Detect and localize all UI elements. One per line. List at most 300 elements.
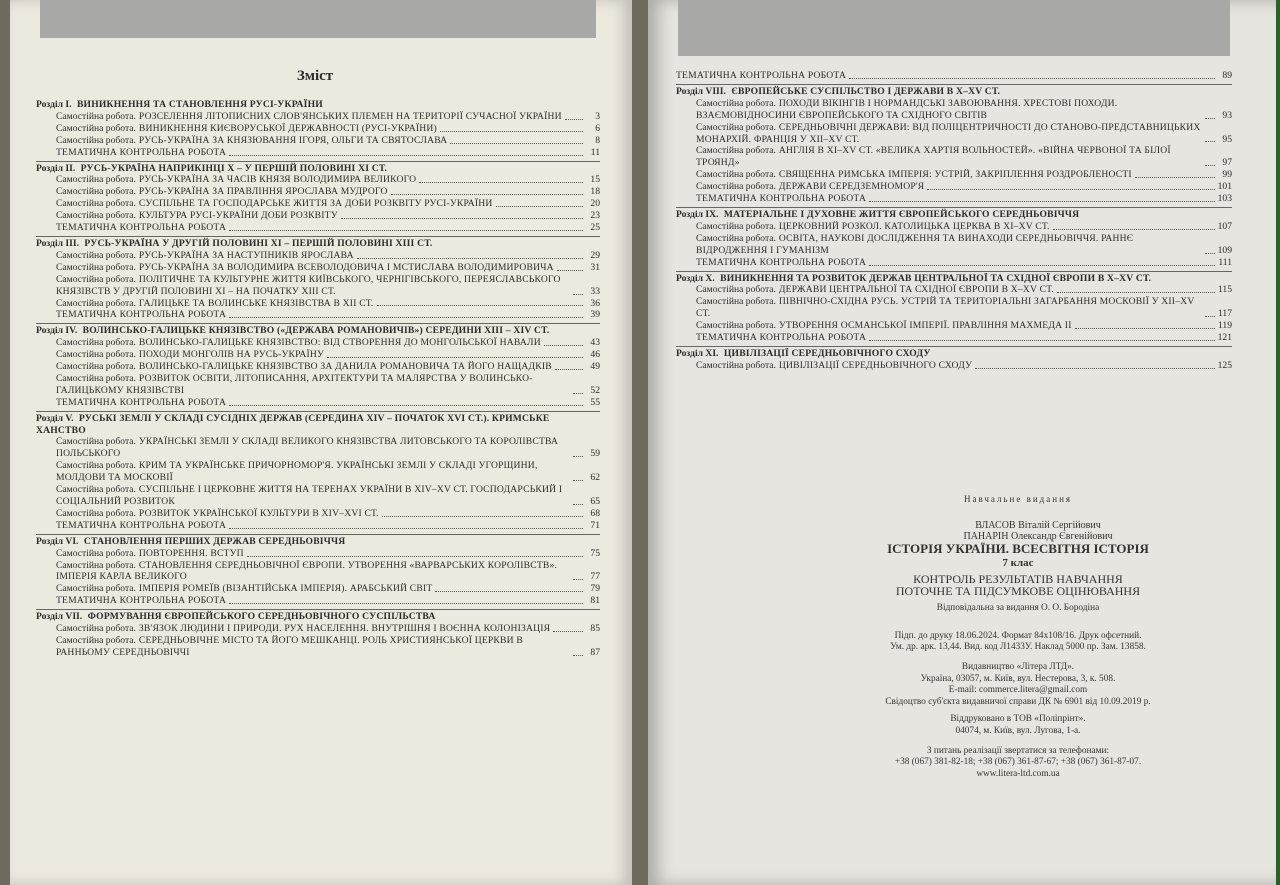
toc-entry-body: [56, 595, 226, 607]
page-number: 39: [590, 309, 600, 321]
leader-dots: [1205, 165, 1215, 166]
toc-entry-text: РУСЬ-УКРАЇНА ЗА ВОЛОДИМИРА ВСЕВОЛОДОВИЧА І МСТИСЛАВА ВОЛОДИМИРОВИЧА: [138, 261, 554, 273]
leader-dots: [377, 305, 584, 306]
toc-entry-body: [696, 221, 1050, 233]
section-title: ВОЛИНСЬКО-ГАЛИЦЬКЕ КНЯЗІВСТВО («ДЕРЖАВА РОМАНОВИЧІВ») СЕРЕДИНИ XIII – XIV СТ.: [82, 325, 550, 337]
toc-entry-body: [56, 508, 379, 520]
entry-label: Самостійна робота.: [696, 121, 776, 133]
section-heading-text: [676, 209, 1079, 221]
section-label: Розділ II.: [36, 162, 76, 174]
leader-dots: [1205, 118, 1215, 119]
entry-label: Самостійна робота.: [56, 507, 136, 519]
toc-entry-text: ПОХОДИ МОНГОЛІВ НА РУСЬ-УКРАЇНУ: [138, 349, 325, 361]
leader-dots: [1057, 292, 1215, 293]
toc-entry-body: [56, 397, 226, 409]
entry-label: Самостійна робота.: [56, 297, 136, 309]
toc-entry: [36, 174, 600, 186]
leader-dots: [573, 655, 583, 656]
entry-label: Самостійна робота.: [56, 337, 136, 349]
leader-dots: [573, 504, 583, 505]
section-heading: [676, 86, 1232, 98]
toc-entry-body: [696, 284, 1054, 296]
leader-dots: [849, 78, 1215, 79]
section-label: Розділ X.: [676, 272, 715, 284]
entry-label: Самостійна робота.: [696, 181, 776, 193]
leader-dots: [573, 480, 583, 481]
page-number: 33: [590, 285, 600, 297]
toc-entry: [36, 222, 600, 234]
page-number: 109: [1217, 244, 1232, 256]
leader-dots: [565, 119, 583, 120]
toc-entry-text: УТВОРЕННЯ ОСМАНСЬКОЇ ІМПЕРІЇ. ПРАВЛІННЯ МАХМЕДА II: [778, 320, 1072, 332]
toc-entry-text: ТЕМАТИЧНА КОНТРОЛЬНА РОБОТА: [56, 519, 227, 531]
toc-entry: [36, 436, 600, 460]
entry-label: Самостійна робота.: [56, 349, 136, 361]
toc-section: [36, 411, 600, 532]
toc-entry-text: КУЛЬТУРА РУСІ-УКРАЇНИ ДОБИ РОЗКВІТУ: [138, 210, 338, 222]
toc-entry-body: [56, 583, 432, 595]
toc-entry: [36, 349, 600, 361]
toc-section: [676, 346, 1232, 372]
toc-entry-body: [56, 274, 570, 298]
toc-entry: [676, 360, 1232, 372]
leader-dots: [573, 294, 583, 295]
toc-entry-text: ОСВІТА, НАУКОВІ ДОСЛІДЖЕННЯ ТА ВИНАХОДИ СЕРЕДНЬОВІЧЧЯ. РАННЄ ВІДРОДЖЕННЯ І ГУМАНІЗМ: [696, 232, 1134, 256]
toc-entry-body: [56, 373, 570, 397]
subtitle-2: ПОТОЧНЕ ТА ПІДСУМКОВЕ ОЦІНЮВАННЯ: [895, 583, 1141, 598]
toc-entry: [36, 309, 600, 321]
section-label: Розділ XI.: [676, 347, 719, 359]
toc-entry: [36, 274, 600, 298]
leader-dots: [440, 131, 583, 132]
toc-entry-text: РОЗВИТОК УКРАЇНСЬКОЇ КУЛЬТУРИ В XIV–XVI СТ.: [138, 507, 379, 519]
toc-entry-text: ТЕМАТИЧНА КОНТРОЛЬНА РОБОТА: [676, 70, 847, 81]
section-heading-text: [36, 163, 387, 175]
author-2: ПАНАРІН Олександр Євгенійович: [963, 531, 1113, 543]
toc-entry: [676, 257, 1232, 269]
toc-entry-text: КРИМ ТА УКРАЇНСЬКЕ ПРИЧОРНОМОР'Я. УКРАЇНСЬКІ ЗЕМЛІ У СКЛАДІ УГОРЩИНИ, МОЛДОВИ ТА МОСКОВІЇ: [56, 460, 538, 484]
toc-entry: [676, 181, 1232, 193]
toc-entry: [676, 122, 1232, 146]
edition-type: Навчальне видання: [963, 494, 1073, 504]
entry-label: Самостійна робота.: [56, 273, 136, 285]
entry-label: Самостійна робота.: [696, 169, 776, 181]
toc-entry-body: [56, 460, 570, 484]
entry-label: Самостійна робота.: [696, 284, 776, 296]
leader-dots: [975, 368, 1215, 369]
toc-section: [36, 161, 600, 234]
toc-entry-body: [56, 560, 570, 584]
section-heading: [36, 413, 600, 437]
toc-entry-body: [56, 174, 416, 186]
page-number: 101: [1217, 181, 1232, 193]
entry-label: Самостійна робота.: [56, 583, 136, 595]
toc-entry-body: [696, 360, 972, 372]
toc-entry: [676, 145, 1232, 169]
toc-entry: [36, 623, 600, 635]
toc-entry-body: [56, 123, 437, 135]
section-title: ФОРМУВАННЯ ЄВРОПЕЙСЬКОГО СЕРЕДНЬОВІЧНОГО СУСПІЛЬСТВА: [87, 611, 436, 623]
print-info-2: Ум. др. арк. 13,44. Вид. код Л1433У. Наклад 5000 пр. Зам. 13858.: [890, 642, 1146, 653]
toc-entry-text: ТЕМАТИЧНА КОНТРОЛЬНА РОБОТА: [696, 256, 867, 268]
toc-entry-text: ПІВНІЧНО-СХІДНА РУСЬ. УСТРІЙ ТА ТЕРИТОРІАЛЬНІ ЗАГАРБАННЯ МОСКОВІЇ У XII–XV СТ.: [696, 296, 1195, 320]
toc-entry: [676, 332, 1232, 344]
toc-entry: [676, 169, 1232, 181]
toc-entry-body: [56, 337, 541, 349]
toc-entry: [36, 520, 600, 532]
toc-entry-text: УКРАЇНСЬКІ ЗЕМЛІ У СКЛАДІ ВЕЛИКОГО КНЯЗІВСТВА ЛИТОВСЬКОГО ТА КОРОЛІВСТВА ПОЛЬСЬКОГО: [56, 436, 559, 460]
toc-entry: [36, 508, 600, 520]
toc-entry-text: ВОЛИНСЬКО-ГАЛИЦЬКЕ КНЯЗІВСТВО ЗА ДАНИЛА РОМАНОВИЧА ТА ЙОГО НАЩАДКІВ: [138, 361, 552, 373]
toc-entry-body: [696, 320, 1072, 332]
page-number: 103: [1217, 193, 1232, 205]
entry-label: Самостійна робота.: [696, 296, 776, 308]
section-heading-text: [36, 99, 323, 111]
leader-dots: [573, 579, 583, 580]
toc-entry-text: РОЗСЕЛЕННЯ ЛІТОПИСНИХ СЛОВ'ЯНСЬКИХ ПЛЕМЕН НА ТЕРИТОРІЇ СУЧАСНОЇ УКРАЇНИ: [138, 110, 562, 122]
publisher-address: Україна, 03057, м. Київ, вул. Нестерова, 3, к. 508.: [920, 673, 1116, 684]
leader-dots: [327, 357, 583, 358]
toc-entry: [36, 198, 600, 210]
leader-dots: [869, 201, 1214, 202]
leader-dots: [496, 206, 583, 207]
page-number: 75: [590, 547, 600, 559]
toc-entry: [36, 250, 600, 262]
author-1: ВЛАСОВ Віталій Сергійович: [975, 519, 1101, 531]
printer-address: 04074, м. Київ, вул. Лугова, 1-а.: [955, 725, 1081, 736]
toc-entry-text: ГАЛИЦЬКЕ ТА ВОЛИНСЬКЕ КНЯЗІВСТВА В XII СТ.: [138, 297, 374, 309]
toc-entry: [36, 337, 600, 349]
section-title: ВИНИКНЕННЯ ТА СТАНОВЛЕННЯ РУСІ-УКРАЇНИ: [76, 99, 323, 110]
toc-entry-body: [696, 257, 866, 269]
page-number: 49: [590, 361, 600, 373]
toc-entry-text: ЦИВІЛІЗАЦІЇ СЕРЕДНЬОВІЧНОГО СХОДУ: [778, 359, 973, 371]
toc-entry-body: [56, 250, 354, 262]
leader-dots: [1205, 316, 1215, 317]
section-title: РУСЬ-УКРАЇНА НАПРИКІНЦІ X – У ПЕРШІЙ ПОЛОВИНІ XI СТ.: [80, 162, 388, 174]
toc-entry-body: [56, 298, 374, 310]
toc-entry: [676, 70, 1232, 82]
toc-entry-body: [696, 181, 924, 193]
toc-entry-text: ТЕМАТИЧНА КОНТРОЛЬНА РОБОТА: [56, 222, 227, 234]
toc-entry: [36, 635, 600, 659]
toc-entry-text: ІМПЕРІЯ РОМЕЇВ (ВІЗАНТІЙСЬКА ІМПЕРІЯ). АРАБСЬКИЙ СВІТ: [138, 583, 433, 595]
toc-entry-text: СТАНОВЛЕННЯ СЕРЕДНЬОВІЧНОЇ ЄВРОПИ. УТВОРЕННЯ «ВАРВАРСЬКИХ КОРОЛІВСТВ». ІМПЕРІЯ КАРЛА ВЕЛИКОГО: [56, 559, 558, 583]
toc-entry-text: СЕРЕДНЬОВІЧНЕ МІСТО ТА ЙОГО МЕШКАНЦІ. РОЛЬ ХРИСТИЯНСЬКОЇ ЦЕРКВИ В РАННЬОМУ СЕРЕДНЬОВІЧЧІ: [56, 634, 523, 658]
page-number: 89: [1222, 70, 1232, 81]
leader-dots: [553, 631, 583, 632]
leader-dots: [341, 218, 583, 219]
toc-entry: [36, 460, 600, 484]
section-heading: [676, 209, 1232, 221]
header-bar: [40, 0, 596, 38]
toc-entry-body: [56, 484, 570, 508]
leader-dots: [435, 591, 583, 592]
section-label: Розділ VII.: [36, 611, 83, 623]
entry-label: Самостійна робота.: [56, 361, 136, 373]
toc-entry-text: ВИНИКНЕННЯ КИЄВОРУСЬКОЇ ДЕРЖАВНОСТІ (РУСІ-УКРАЇНИ): [138, 122, 437, 134]
page-number: 87: [590, 646, 600, 658]
toc-entry-text: СУСПІЛЬНЕ ТА ГОСПОДАРСЬКЕ ЖИТТЯ ЗА ДОБИ РОЗКВІТУ РУСІ-УКРАЇНИ: [138, 198, 493, 210]
leader-dots: [229, 230, 583, 231]
section-heading-text: [36, 325, 549, 337]
section-heading: [36, 163, 600, 175]
toc-section: [36, 98, 600, 159]
entry-label: Самостійна робота.: [56, 623, 136, 635]
toc-entry-body: [696, 193, 866, 205]
toc-entry-body: [56, 548, 244, 560]
section-label: Розділ VI.: [36, 535, 79, 547]
page-number: 62: [590, 472, 600, 484]
entry-label: Самостійна робота.: [56, 634, 136, 646]
entry-label: Самостійна робота.: [56, 372, 136, 384]
toc-entry-text: ЦЕРКОВНИЙ РОЗКОЛ. КАТОЛИЦЬКА ЦЕРКВА В XI–XV СТ.: [778, 220, 1050, 232]
toc-entry-body: [56, 349, 324, 361]
entry-label: Самостійна робота.: [56, 460, 136, 472]
leader-dots: [1205, 141, 1215, 142]
publisher: Видавництво «Літера ЛТД».: [961, 661, 1075, 672]
entry-label: Самостійна робота.: [56, 122, 136, 134]
leader-dots: [229, 603, 583, 604]
toc-entry-body: [56, 198, 493, 210]
page-number: 125: [1217, 359, 1232, 371]
leader-dots: [419, 182, 583, 183]
page-number: 121: [1217, 332, 1232, 344]
table-of-contents-right: [676, 70, 1232, 372]
toc-entry-text: СУСПІЛЬНЕ І ЦЕРКОВНЕ ЖИТТЯ НА ТЕРЕНАХ УКРАЇНИ В XIV–XV СТ. ГОСПОДАРСЬКИЙ І СОЦІАЛЬНИЙ РОЗВИТОК: [56, 484, 563, 507]
toc-entry-text: ДЕРЖАВИ ЦЕНТРАЛЬНОЇ ТА СХІДНОЇ ЄВРОПИ В X–XV СТ.: [778, 284, 1054, 296]
entry-label: Самостійна робота.: [56, 210, 136, 222]
responsible-editor: Відповідальна за видання О. О. Бородіна: [936, 603, 1100, 614]
page-number: 59: [590, 448, 600, 460]
entry-label: Самостійна робота.: [56, 249, 136, 261]
section-heading-text: [676, 86, 1000, 98]
toc-entry-text: ТЕМАТИЧНА КОНТРОЛЬНА РОБОТА: [696, 332, 867, 344]
toc-entry-body: [696, 296, 1202, 320]
section-title: МАТЕРІАЛЬНЕ І ДУХОВНЕ ЖИТТЯ ЄВРОПЕЙСЬКОГО СЕРЕДНЬОВІЧЧЯ: [723, 208, 1080, 220]
toc-section: [676, 207, 1232, 269]
page-number: 77: [590, 571, 600, 583]
page-number: 36: [590, 297, 600, 309]
section-heading-text: [676, 273, 1151, 285]
subtitle-1: КОНТРОЛЬ РЕЗУЛЬТАТІВ НАВЧАННЯ: [913, 571, 1123, 586]
toc-entry: [36, 548, 600, 560]
page-number: 11: [590, 146, 600, 158]
leader-dots: [357, 258, 583, 259]
section-heading: [36, 238, 600, 250]
page-number: 117: [1217, 308, 1232, 320]
toc-entry-text: ТЕМАТИЧНА КОНТРОЛЬНА РОБОТА: [696, 193, 867, 205]
publisher-certificate: Свідоцтво суб'єкта видавничої справи ДК № 6901 від 10.09.2019 р.: [885, 696, 1151, 707]
toc-entry-body: [696, 98, 1202, 122]
toc-entry-text: ТЕМАТИЧНА КОНТРОЛЬНА РОБОТА: [56, 396, 227, 408]
toc-entry-text: ПОЛІТИЧНЕ ТА КУЛЬТУРНЕ ЖИТТЯ КИЇВСЬКОГО, ЧЕРНІГІВСЬКОГО, ПЕРЕЯСЛАВСЬКОГО КНЯЗІВСТВ У ДРУГІЙ ПОЛОВИНІ XI – НА ПОЧАТКУ XIII СТ.: [56, 273, 561, 297]
entry-label: Самостійна робота.: [56, 484, 136, 496]
page-number: 111: [1218, 256, 1232, 268]
leader-dots: [573, 393, 583, 394]
table-of-contents-left: [36, 96, 600, 659]
page-number: 81: [590, 595, 600, 607]
section-heading-text: [676, 348, 931, 360]
entry-label: Самостійна робота.: [696, 145, 776, 157]
section-heading: [36, 611, 600, 623]
page-number: 20: [590, 198, 600, 210]
book-title: ІСТОРІЯ УКРАЇНИ. ВСЕСВІТНЯ ІСТОРІЯ: [887, 540, 1149, 556]
toc-entry: [676, 221, 1232, 233]
toc-entry-text: СВЯЩЕННА РИМСЬКА ІМПЕРІЯ: УСТРІЙ, ЗАКРІПЛЕННЯ РОЗДРОБЛЕНОСТІ: [778, 169, 1132, 181]
page-number: 93: [1222, 109, 1232, 121]
page-number: 46: [590, 349, 600, 361]
page-number: 85: [590, 623, 600, 635]
entry-label: Самостійна робота.: [56, 436, 136, 448]
leader-dots: [229, 155, 583, 156]
entry-label: Самостійна робота.: [696, 97, 776, 109]
leader-dots: [555, 369, 583, 370]
toc-entry-body: [56, 222, 226, 234]
grade: 7 клас: [1002, 557, 1034, 570]
toc-entry-text: ПОВТОРЕННЯ. ВСТУП: [138, 547, 244, 559]
toc-entry-text: ТЕМАТИЧНА КОНТРОЛЬНА РОБОТА: [56, 595, 227, 607]
entry-label: Самостійна робота.: [56, 559, 136, 571]
page-number: 6: [595, 122, 600, 134]
section-heading: [36, 536, 600, 548]
page-number: 18: [590, 186, 600, 198]
toc-entry: [36, 135, 600, 147]
leader-dots: [927, 189, 1214, 190]
toc-entry-body: [56, 623, 550, 635]
toc-section: [676, 84, 1232, 205]
publisher-email: E-mail: commerce.litera@gmail.com: [948, 685, 1088, 696]
imprint: [808, 494, 1228, 780]
toc-entry: [36, 361, 600, 373]
page-number: 29: [590, 249, 600, 261]
leader-dots: [229, 528, 583, 529]
toc-entry-body: [696, 332, 866, 344]
toc-section: [36, 323, 600, 408]
toc-entry: [36, 186, 600, 198]
toc-entry-body: [56, 309, 226, 321]
toc-entry: [36, 595, 600, 607]
toc-entry: [676, 193, 1232, 205]
leader-dots: [1205, 253, 1215, 254]
toc-entry: [36, 262, 600, 274]
leader-dots: [247, 556, 583, 557]
toc-entry-text: ТЕМАТИЧНА КОНТРОЛЬНА РОБОТА: [56, 146, 227, 158]
toc-section: [676, 271, 1232, 344]
entry-label: Самостійна робота.: [56, 186, 136, 198]
page-number: 115: [1217, 284, 1232, 296]
toc-entry: [36, 111, 600, 123]
toc-entry-text: АНГЛІЯ В XI–XV СТ. «ВЕЛИКА ХАРТІЯ ВОЛЬНОСТЕЙ». «ВІЙНА ЧЕРВОНОЇ ТА БІЛОЇ ТРОЯНД»: [696, 145, 1171, 169]
toc-entry-body: [56, 186, 388, 198]
toc-entry-body: [56, 147, 226, 159]
toc-section: [36, 534, 600, 607]
section-title: ЦИВІЛІЗАЦІЇ СЕРЕДНЬОВІЧНОГО СХОДУ: [723, 347, 931, 359]
leader-dots: [450, 143, 583, 144]
toc-entry-body: [56, 111, 562, 123]
page-number: 65: [590, 496, 600, 507]
section-title: РУСЬ-УКРАЇНА У ДРУГІЙ ПОЛОВИНІ XI – ПЕРШІЙ ПОЛОВИНІ XIII СТ.: [84, 237, 433, 249]
toc-entry: [676, 284, 1232, 296]
toc-entry-body: [56, 635, 570, 659]
section-title: ЄВРОПЕЙСЬКЕ СУСПІЛЬСТВО І ДЕРЖАВИ В X–XV СТ.: [731, 85, 1001, 97]
background-strip: [1276, 0, 1280, 885]
right-page: [648, 0, 1280, 885]
leader-dots: [229, 317, 583, 318]
toc-entry-text: РУСЬ-УКРАЇНА ЗА ЧАСІВ КНЯЗЯ ВОЛОДИМИРА ВЕЛИКОГО: [138, 174, 417, 186]
section-label: Розділ V.: [36, 412, 74, 424]
page-number: 119: [1217, 320, 1232, 332]
section-heading-text: [36, 413, 600, 437]
toc-section: [36, 236, 600, 321]
page-number: 99: [1222, 169, 1232, 181]
toc-entry: [36, 560, 600, 584]
section-label: Розділ IX.: [676, 208, 719, 220]
page-number: 107: [1217, 220, 1232, 232]
page-number: 31: [590, 261, 600, 273]
entry-label: Самостійна робота.: [696, 232, 776, 244]
left-page: [10, 0, 632, 885]
leader-dots: [869, 340, 1214, 341]
section-title: СТАНОВЛЕННЯ ПЕРШИХ ДЕРЖАВ СЕРЕДНЬОВІЧЧЯ: [83, 535, 346, 547]
entry-label: Самостійна робота.: [56, 134, 136, 146]
toc-entry-body: [696, 145, 1202, 169]
section-heading: [676, 348, 1232, 360]
toc-entry: [676, 233, 1232, 257]
leader-dots: [382, 516, 583, 517]
print-info-1: Підп. до друку 18.06.2024. Формат 84х108/16. Друк офсетний.: [894, 630, 1142, 641]
section-heading-text: [36, 611, 436, 623]
entry-label: Самостійна робота.: [56, 198, 136, 210]
leader-dots: [869, 265, 1215, 266]
section-label: Розділ IV.: [36, 325, 78, 337]
toc-entry: [36, 484, 600, 508]
entry-label: Самостійна робота.: [56, 547, 136, 559]
toc-entry-body: [696, 122, 1202, 146]
sales-phones: +38 (067) 381-82-18; +38 (067) 361-87-67; +38 (067) 361-87-07.: [894, 757, 1142, 768]
section-label: Розділ I.: [36, 99, 72, 110]
page-number: 8: [595, 134, 600, 146]
toc-entry-body: [56, 436, 570, 460]
page-number: 43: [590, 337, 600, 349]
entry-label: Самостійна робота.: [56, 261, 136, 273]
leader-dots: [557, 270, 583, 271]
toc-section: [36, 609, 600, 659]
header-bar: [678, 0, 1230, 56]
page-number: 25: [590, 222, 600, 234]
page-number: 79: [590, 583, 600, 595]
page-title: Зміст: [296, 68, 334, 84]
section-label: Розділ III.: [36, 237, 79, 249]
leader-dots: [573, 456, 583, 457]
toc-entry: [36, 397, 600, 409]
toc-entry-text: СЕРЕДНЬОВІЧНІ ДЕРЖАВИ: ВІД ПОЛІЦЕНТРИЧНОСТІ ДО СТАНОВО-ПРЕДСТАВНИЦЬКИХ МОНАРХІЙ. ФРАНЦІЯ У XII–XV СТ.: [696, 121, 1201, 145]
section-heading: [676, 273, 1232, 285]
page-number: 55: [590, 396, 600, 408]
page-number: 23: [590, 210, 600, 222]
toc-entry-text: ПОХОДИ ВІКІНГІВ І НОРМАНДСЬКІ ЗАВОЮВАННЯ. ХРЕСТОВІ ПОХОДИ. ВЗАЄМОВІДНОСИНИ ЄВРОПЕЙСЬКОГО ТА СХІДНОГО СВІТІВ: [696, 97, 1118, 121]
toc-entry: [36, 210, 600, 222]
page-number: 95: [1222, 133, 1232, 145]
toc-entry-body: [56, 262, 554, 274]
toc-entry-body: [696, 169, 1132, 181]
website: www.litera-ltd.com.ua: [976, 768, 1060, 779]
toc-entry: [36, 123, 600, 135]
printed-by: Віддруковано в ТОВ «Поліпрінт».: [950, 714, 1086, 725]
page-number: 97: [1222, 157, 1232, 169]
toc-entry-text: ДЕРЖАВИ СЕРЕДЗЕМНОМОР'Я: [778, 181, 925, 193]
leader-dots: [1053, 229, 1215, 230]
